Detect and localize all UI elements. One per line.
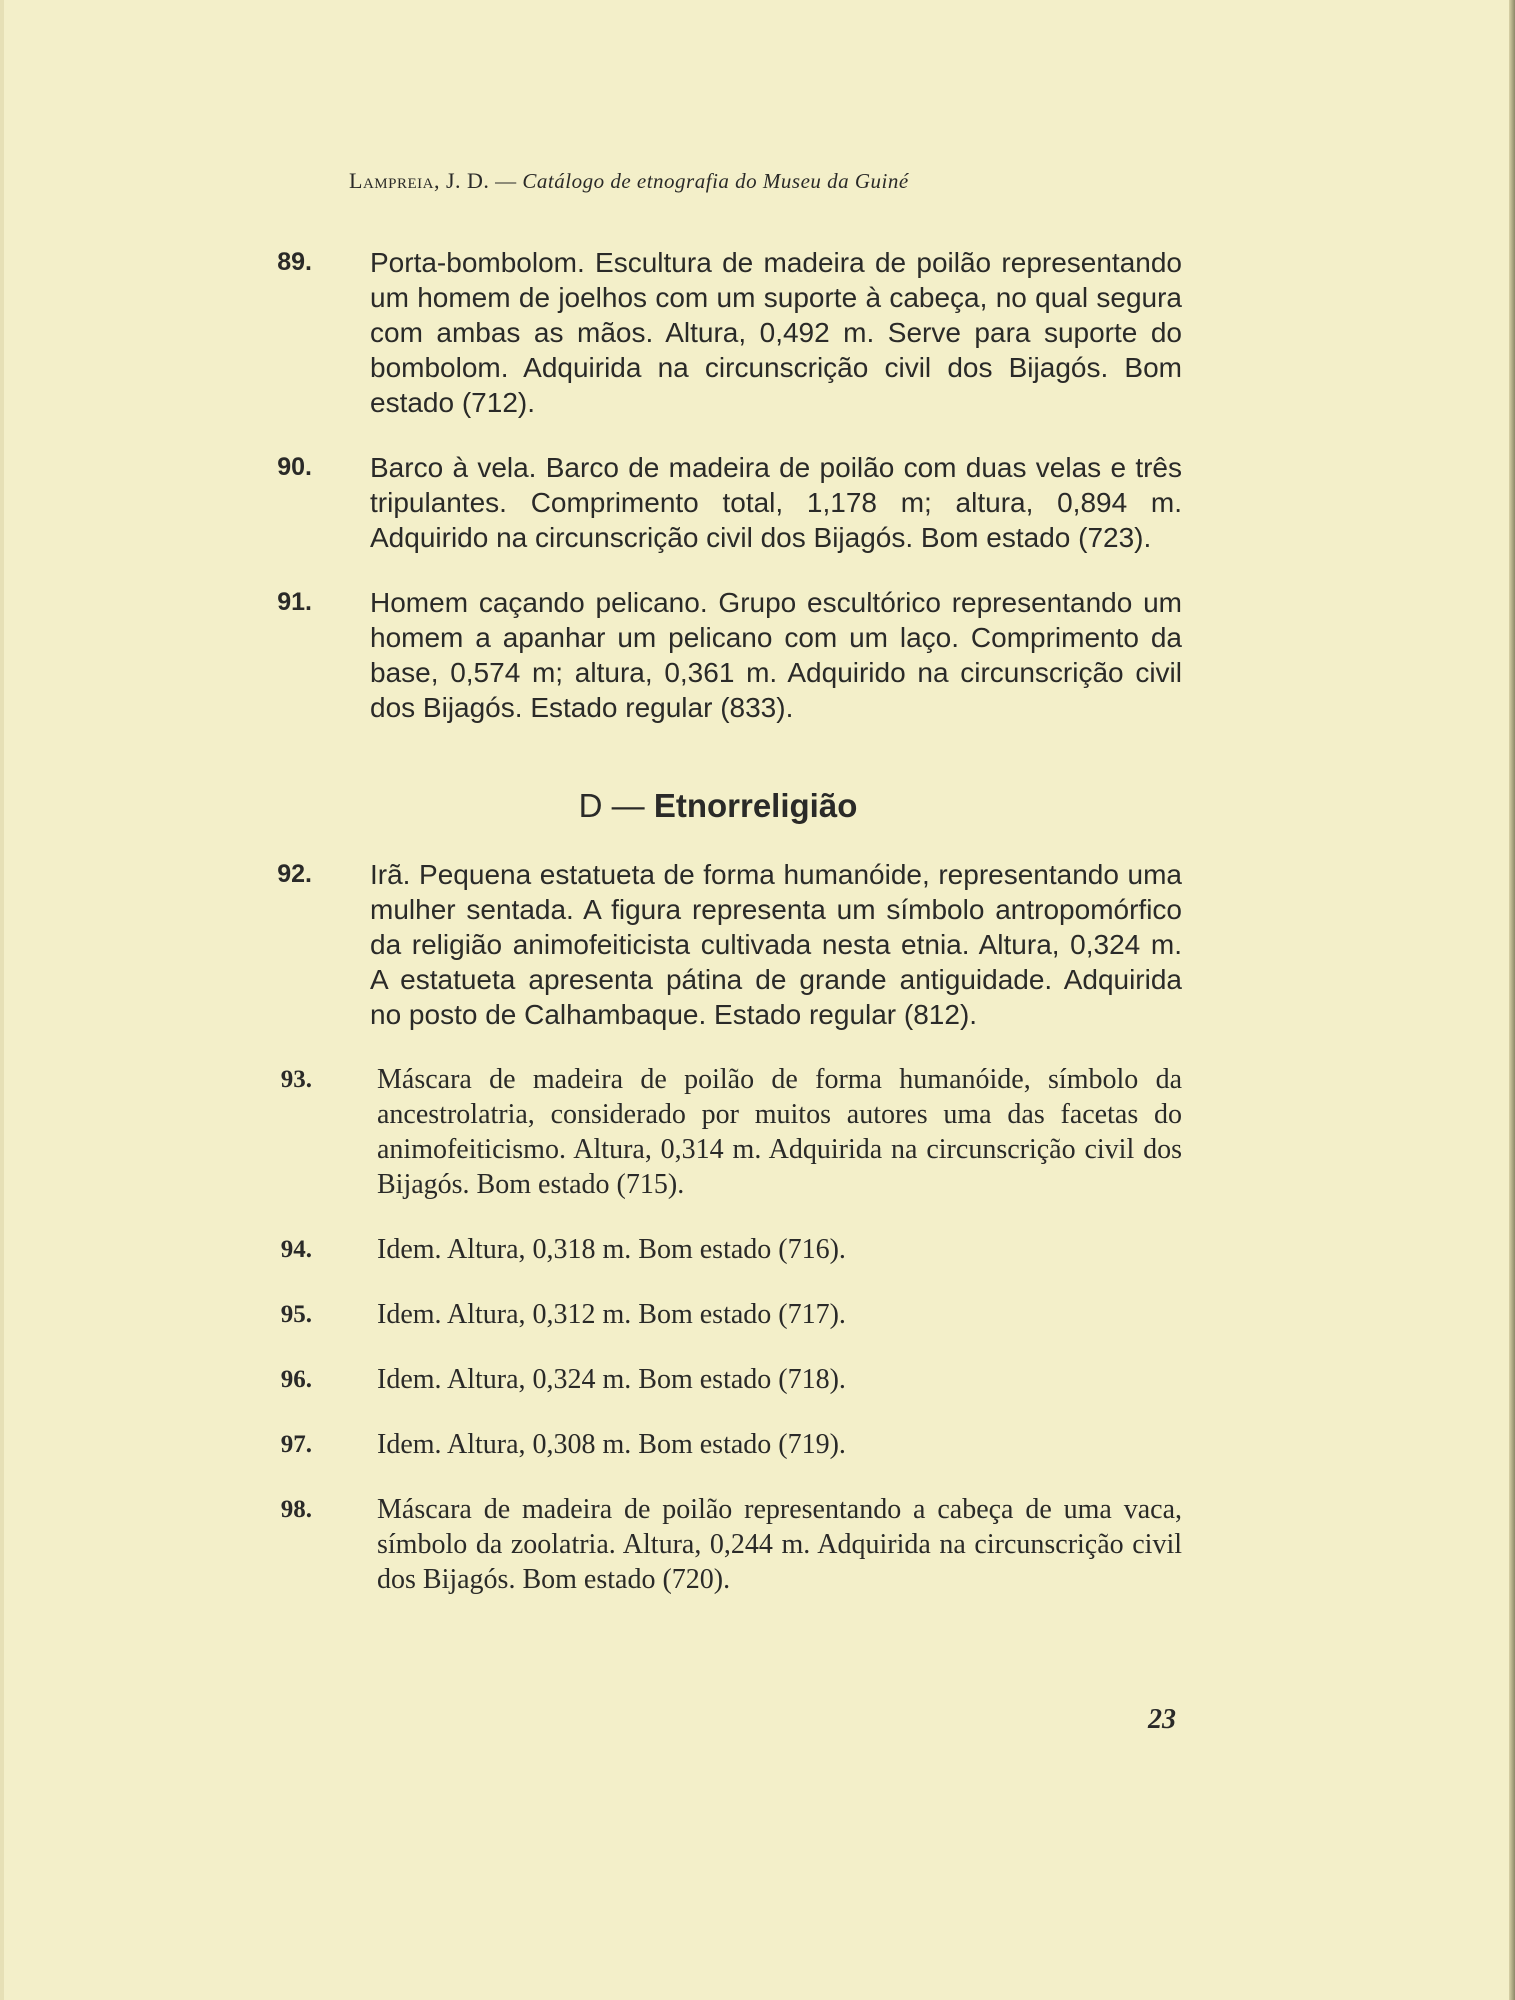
catalog-entries	[262, 245, 1182, 1627]
page-edge-right	[1509, 0, 1515, 2000]
catalog-entry	[262, 1362, 1182, 1397]
entry-number: 91.	[277, 588, 312, 616]
entry-number: 89.	[277, 248, 312, 276]
entry-number: 90.	[277, 453, 312, 481]
entry-number: 94.	[280, 1236, 312, 1263]
entry-text: Porta-bombolom. Escultura de madeira de poilão representando um homem de joelhos com um suporte à cabeça, no qual segura com ambas as mãos. Altura, 0,492 m. Serve para suporte do bombolom. Adquirida na circunscrição civil dos Bijagós. Bom estado (712).	[370, 247, 1182, 418]
entry-text: Irã. Pequena estatueta de forma humanóide, representando uma mulher sentada. A figura representa um símbolo antropomórfico da religião animofeiticista cultivada nesta etnia. Altura, 0,324 m. A estatueta apresenta pátina de grande antiguidade. Adquirida no posto de Calhambaque. Estado regular (812).	[370, 859, 1182, 1030]
page-edge-left	[0, 0, 4, 2000]
catalog-entry	[262, 450, 1182, 555]
catalog-entry	[262, 1492, 1182, 1597]
catalog-entry	[262, 857, 1182, 1032]
entry-number: 98.	[280, 1496, 312, 1523]
catalog-entry	[262, 245, 1182, 420]
section-heading	[262, 787, 1174, 825]
section-label: Etnorreligião	[653, 787, 858, 824]
entry-number: 93.	[280, 1066, 312, 1093]
entry-text: Máscara de madeira de poilão representando a cabeça de uma vaca, símbolo da zoolatria. Altura, 0,244 m. Adquirida na circunscrição civil dos Bijagós. Bom estado (720).	[377, 1494, 1182, 1595]
entry-number: 97.	[280, 1431, 312, 1458]
header-title: Catálogo de etnografia do Museu da Guiné	[522, 169, 909, 193]
entry-number: 95.	[280, 1301, 312, 1328]
header-separator: —	[489, 169, 523, 193]
catalog-entry	[262, 1427, 1182, 1462]
entry-text: Idem. Altura, 0,308 m. Bom estado (719).	[377, 1429, 846, 1460]
entry-number: 92.	[277, 860, 312, 888]
entry-text: Idem. Altura, 0,318 m. Bom estado (716).	[377, 1234, 846, 1265]
catalog-entry	[262, 585, 1182, 725]
section-letter: D	[578, 787, 603, 824]
entry-text: Máscara de madeira de poilão de forma humanóide, símbolo da ancestrolatria, considerado por muitos autores uma das facetas do animofeiticismo. Altura, 0,314 m. Adquirida na circunscrição civil dos Bijagós. Bom estado (715).	[377, 1064, 1182, 1200]
catalog-entry	[262, 1232, 1182, 1267]
section-separator: —	[602, 787, 654, 824]
page-number: 23	[1148, 1704, 1176, 1735]
entry-number: 96.	[280, 1366, 312, 1393]
running-header	[349, 168, 1109, 194]
entry-text: Barco à vela. Barco de madeira de poilão com duas velas e três tripulantes. Comprimento total, 1,178 m; altura, 0,894 m. Adquirido na circunscrição civil dos Bijagós. Bom estado (723).	[370, 452, 1182, 553]
catalog-entry	[262, 1297, 1182, 1332]
entry-text: Idem. Altura, 0,324 m. Bom estado (718).	[377, 1364, 846, 1395]
entry-text: Idem. Altura, 0,312 m. Bom estado (717).	[377, 1299, 846, 1330]
header-author: Lampreia, J. D.	[349, 168, 490, 193]
catalog-entry	[262, 1062, 1182, 1202]
entry-text: Homem caçando pelicano. Grupo escultórico representando um homem a apanhar um pelicano com um laço. Comprimento da base, 0,574 m; altura, 0,361 m. Adquirido na circunscrição civil dos Bijagós. Estado regular (833).	[370, 587, 1182, 723]
